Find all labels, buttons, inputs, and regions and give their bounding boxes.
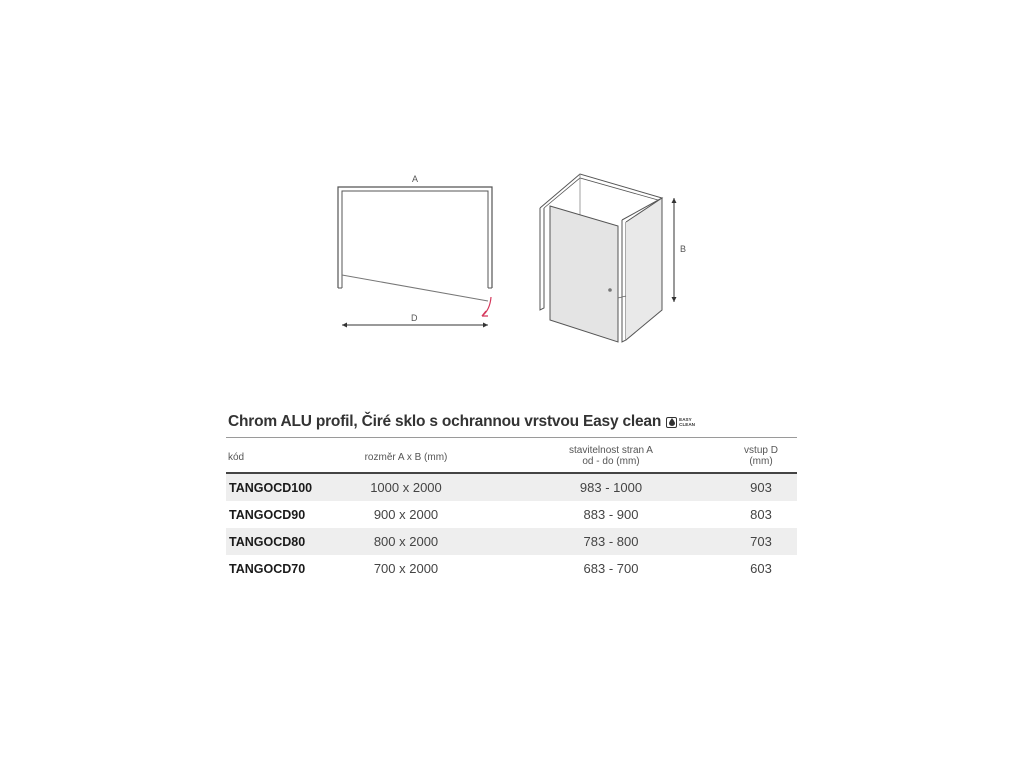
cell-size: 700 x 2000: [373, 561, 439, 576]
cell-size: 800 x 2000: [373, 534, 439, 549]
cell-code: TANGOCD100: [229, 481, 313, 495]
cell-adjustability: 983 - 1000: [579, 480, 643, 495]
cell-code: TANGOCD70: [229, 562, 306, 576]
product-title: Chrom ALU profil, Čiré sklo s ochrannou vrstvou Easy clean: [228, 413, 662, 430]
easy-clean-badge: [666, 417, 695, 428]
table-row: [226, 474, 797, 501]
easy-clean-label: [679, 417, 695, 427]
table-row: [226, 555, 797, 582]
header-entry-line2: (mm): [749, 456, 773, 467]
easy-clean-line1: EASY: [679, 417, 692, 422]
isometric-view-diagram: [530, 160, 700, 350]
header-entry-line1: vstup D: [744, 445, 778, 456]
table-row: [226, 528, 797, 555]
cell-adjustability: 783 - 800: [583, 534, 639, 549]
spec-table: [226, 437, 797, 582]
cell-code: TANGOCD80: [229, 535, 306, 549]
cell-entry: 803: [750, 507, 772, 522]
label-b: B: [680, 244, 687, 254]
water-drop-icon: [666, 417, 677, 428]
header-adjustability-line2: od - do (mm): [582, 456, 640, 467]
header-entry: [731, 445, 791, 467]
product-title-row: [228, 410, 695, 434]
label-d: D: [411, 313, 418, 323]
label-a: A: [412, 174, 419, 184]
cell-entry: 903: [750, 480, 772, 495]
cell-size: 900 x 2000: [373, 507, 439, 522]
cell-entry: 703: [750, 534, 772, 549]
table-header: [226, 437, 797, 474]
cell-adjustability: 683 - 700: [583, 561, 639, 576]
header-adjustability-line1: stavitelnost stran A: [569, 445, 653, 456]
cell-size: 1000 x 2000: [370, 480, 442, 495]
cell-entry: 603: [750, 561, 772, 576]
easy-clean-line2: CLEAN: [679, 422, 695, 427]
header-code: kód: [228, 452, 245, 463]
cell-adjustability: 883 - 900: [583, 507, 639, 522]
cell-code: TANGOCD90: [229, 508, 306, 522]
header-adjustability: [516, 445, 706, 467]
table-row: [226, 501, 797, 528]
header-size: rozměr A x B (mm): [364, 452, 448, 463]
top-view-diagram: [330, 165, 505, 340]
